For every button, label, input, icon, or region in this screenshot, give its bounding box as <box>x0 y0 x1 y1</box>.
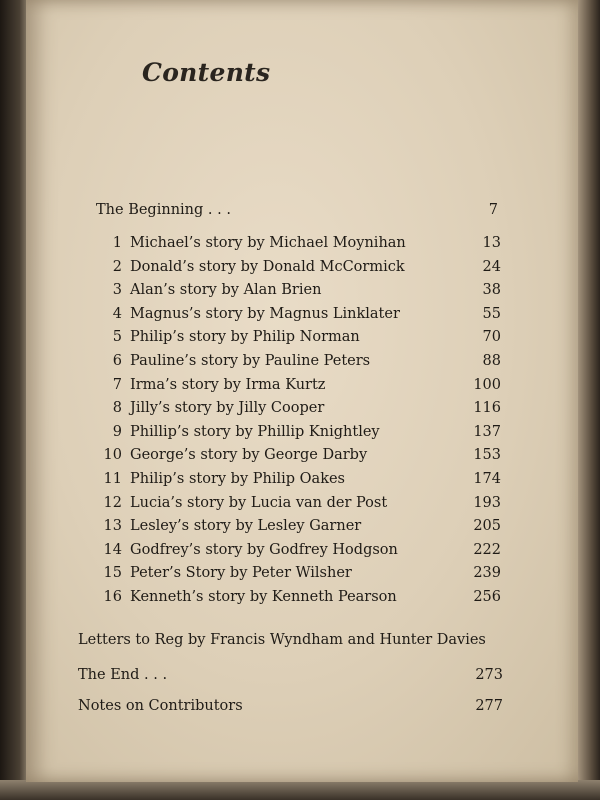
toc-story-row <box>96 421 501 445</box>
toc-story-page: 70 <box>482 329 501 346</box>
toc-story-label: Pauline’s story by Pauline Peters <box>130 352 371 369</box>
background-right-edge <box>578 0 600 800</box>
toc-story-row <box>96 586 501 610</box>
toc-story-page: 38 <box>482 282 501 299</box>
toc-story-label: Kenneth’s story by Kenneth Pearson <box>130 588 397 605</box>
toc-story-row <box>96 326 501 350</box>
toc-story-page: 193 <box>473 494 501 511</box>
toc-story-label: Phillip’s story by Phillip Knightley <box>130 423 380 440</box>
toc-notes-label: Notes on Contributors <box>78 698 243 714</box>
toc-story-row <box>96 303 501 327</box>
toc-story-page: 13 <box>482 235 501 251</box>
toc-end-label: The End . . . <box>78 667 168 683</box>
toc-letters-row <box>78 630 503 650</box>
toc-story-number: 11 <box>103 470 122 487</box>
toc-story-label: Alan’s story by Alan Brien <box>130 282 322 299</box>
toc-story-row <box>96 279 501 303</box>
toc-story-number: 7 <box>112 376 122 393</box>
toc-story-row <box>96 444 501 468</box>
toc-story-row <box>96 468 501 492</box>
toc-story-list <box>96 232 501 610</box>
toc-story-number: 9 <box>112 423 122 440</box>
toc-story-label: Philip’s story by Philip Norman <box>130 329 360 346</box>
toc-notes-row <box>78 696 503 716</box>
toc-story-page: 55 <box>482 305 501 322</box>
toc-story-label: Irma’s story by Irma Kurtz <box>130 376 326 393</box>
toc-story-number: 5 <box>112 329 122 346</box>
toc-story-number: 12 <box>103 494 122 511</box>
toc-story-row <box>96 256 501 280</box>
toc-story-page: 24 <box>482 258 501 275</box>
toc-intro-row <box>96 200 498 220</box>
toc-story-row <box>96 350 501 374</box>
toc-story-page: 256 <box>473 588 501 605</box>
toc-notes-page: 277 <box>475 698 503 714</box>
toc-story-row <box>96 232 501 256</box>
toc-story-label: Magnus’s story by Magnus Linklater <box>130 305 400 322</box>
toc-story-label: Godfrey’s story by Godfrey Hodgson <box>130 541 398 558</box>
page-title: Contents <box>142 58 271 87</box>
toc-story-number: 14 <box>103 541 122 558</box>
toc-story-number: 15 <box>103 565 122 582</box>
toc-end-row <box>78 665 503 685</box>
toc-story-page: 174 <box>473 470 501 487</box>
toc-story-label: George’s story by George Darby <box>130 447 368 464</box>
toc-story-label: Lesley’s story by Lesley Garner <box>130 518 362 535</box>
background-left-edge <box>0 0 28 800</box>
toc-story-number: 3 <box>112 282 122 299</box>
toc-story-page: 88 <box>482 352 501 369</box>
toc-story-page: 137 <box>473 423 501 440</box>
book-page <box>26 0 578 782</box>
toc-story-number: 13 <box>103 518 122 535</box>
toc-story-page: 205 <box>473 518 501 535</box>
toc-story-number: 10 <box>103 447 122 464</box>
toc-story-label: Donald’s story by Donald McCormick <box>130 258 405 275</box>
toc-story-page: 239 <box>473 565 501 582</box>
toc-story-row <box>96 374 501 398</box>
toc-story-label: Lucia’s story by Lucia van der Post <box>130 494 388 511</box>
toc-story-row <box>96 492 501 516</box>
toc-story-number: 16 <box>103 588 122 605</box>
toc-story-number: 8 <box>112 400 122 417</box>
toc-story-number: 6 <box>112 352 122 369</box>
toc-story-number: 1 <box>112 235 122 251</box>
toc-intro-label: The Beginning . . . <box>96 202 231 218</box>
toc-story-page: 100 <box>473 376 501 393</box>
toc-story-label: Jilly’s story by Jilly Cooper <box>130 400 325 417</box>
toc-story-row <box>96 539 501 563</box>
toc-story-row <box>96 515 501 539</box>
toc-intro-page: 7 <box>488 202 498 218</box>
toc-story-row <box>96 397 501 421</box>
toc-story-label: Peter’s Story by Peter Wilsher <box>130 565 352 582</box>
toc-story-label: Philip’s story by Philip Oakes <box>130 470 346 487</box>
toc-story-page: 153 <box>473 447 501 464</box>
toc-story-number: 2 <box>112 258 122 275</box>
toc-letters-label: Letters to Reg by Francis Wyndham and Hunter Davies <box>78 632 486 648</box>
background-bottom-edge <box>0 780 600 800</box>
toc-story-label: Michael’s story by Michael Moynihan <box>130 235 406 251</box>
toc-end-page: 273 <box>475 667 503 683</box>
toc-story-page: 116 <box>473 400 501 417</box>
toc-story-row <box>96 562 501 586</box>
toc-story-number: 4 <box>112 305 122 322</box>
toc-story-page: 222 <box>473 541 501 558</box>
